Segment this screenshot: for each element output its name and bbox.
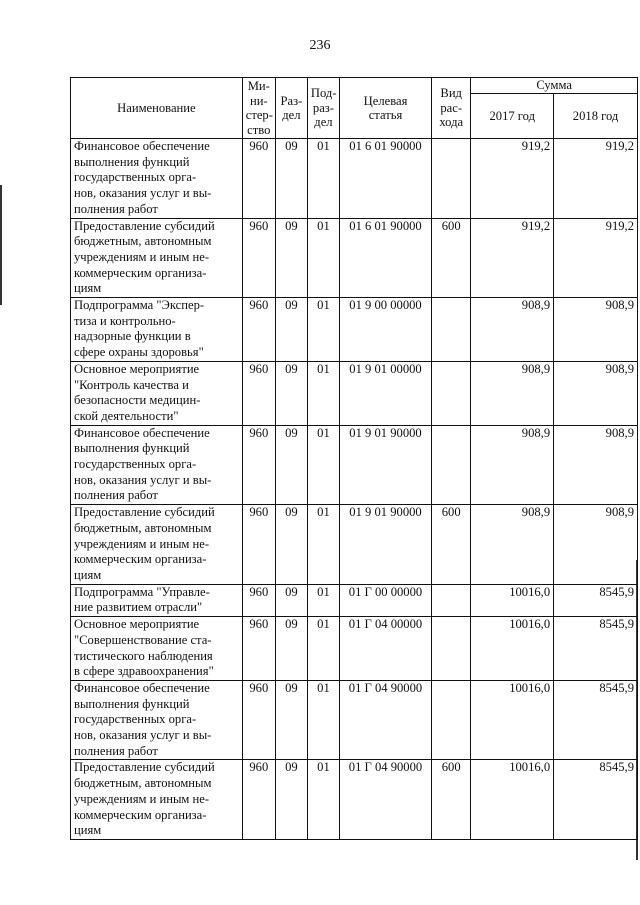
row-target: 01 9 00 00000 bbox=[339, 298, 431, 362]
row-2018: 8545,9 bbox=[554, 760, 638, 840]
row-name: Финансовое обеспечение выполнения функций государственных орга- нов, оказания услуг и вы- полнения работ bbox=[71, 139, 243, 219]
row-name: Финансовое обеспечение выполнения функций государственных орга- нов, оказания услуг и вы- полнения работ bbox=[71, 680, 243, 760]
table-row bbox=[71, 760, 638, 840]
row-name: Предоставление субсидий бюджетным, автономным учреждениям и иным не- коммерческим организа- циям bbox=[71, 760, 243, 840]
row-expense bbox=[432, 584, 471, 616]
header-year-2018: 2018 год bbox=[554, 94, 638, 139]
row-2017: 908,9 bbox=[471, 505, 554, 585]
row-name: Предоставление субсидий бюджетным, автономным учреждениям и иным не- коммерческим организа- циям bbox=[71, 218, 243, 298]
budget-table bbox=[70, 77, 638, 840]
row-2017: 908,9 bbox=[471, 425, 554, 505]
header-ministry: Ми- ни- стер- ство bbox=[242, 78, 275, 139]
row-name: Основное мероприятие "Контроль качества и безопасности медицин- ской деятельности" bbox=[71, 361, 243, 425]
row-name: Подпрограмма "Управле- ние развитием отрасли" bbox=[71, 584, 243, 616]
row-expense: 600 bbox=[432, 505, 471, 585]
header-name: Наименование bbox=[71, 78, 243, 139]
header-subsection: Под- раз- дел bbox=[307, 78, 339, 139]
row-expense bbox=[432, 617, 471, 681]
row-name: Подпрограмма "Экспер- тиза и контрольно- надзорные функции в сфере охраны здоровья" bbox=[71, 298, 243, 362]
page-number: 236 bbox=[309, 38, 331, 53]
row-section: 09 bbox=[275, 139, 307, 219]
row-target: 01 6 01 90000 bbox=[339, 139, 431, 219]
row-expense bbox=[432, 680, 471, 760]
row-subsection: 01 bbox=[307, 139, 339, 219]
row-subsection: 01 bbox=[307, 760, 339, 840]
row-expense bbox=[432, 361, 471, 425]
row-expense bbox=[432, 298, 471, 362]
row-section: 09 bbox=[275, 760, 307, 840]
row-ministry: 960 bbox=[242, 680, 275, 760]
header-year-2017: 2017 год bbox=[471, 94, 554, 139]
row-2018: 919,2 bbox=[554, 218, 638, 298]
row-section: 09 bbox=[275, 361, 307, 425]
row-subsection: 01 bbox=[307, 361, 339, 425]
table-row bbox=[71, 505, 638, 585]
row-ministry: 960 bbox=[242, 298, 275, 362]
row-target: 01 Г 04 90000 bbox=[339, 760, 431, 840]
header-section: Раз- дел bbox=[275, 78, 307, 139]
row-2018: 908,9 bbox=[554, 425, 638, 505]
row-name: Основное мероприятие "Совершенствование ста- тистического наблюдения в сфере здравоохранения" bbox=[71, 617, 243, 681]
row-section: 09 bbox=[275, 505, 307, 585]
row-ministry: 960 bbox=[242, 760, 275, 840]
row-ministry: 960 bbox=[242, 139, 275, 219]
row-target: 01 9 01 00000 bbox=[339, 361, 431, 425]
row-2018: 8545,9 bbox=[554, 584, 638, 616]
row-name: Предоставление субсидий бюджетным, автономным учреждениям и иным не- коммерческим организа- циям bbox=[71, 505, 243, 585]
row-subsection: 01 bbox=[307, 505, 339, 585]
scan-edge-mark bbox=[0, 185, 2, 305]
row-ministry: 960 bbox=[242, 425, 275, 505]
header-target: Целевая статья bbox=[339, 78, 431, 139]
row-target: 01 Г 04 00000 bbox=[339, 617, 431, 681]
row-section: 09 bbox=[275, 617, 307, 681]
row-ministry: 960 bbox=[242, 617, 275, 681]
row-ministry: 960 bbox=[242, 505, 275, 585]
row-name: Финансовое обеспечение выполнения функций государственных орга- нов, оказания услуг и вы- полнения работ bbox=[71, 425, 243, 505]
row-2017: 908,9 bbox=[471, 361, 554, 425]
row-expense bbox=[432, 139, 471, 219]
table-row bbox=[71, 584, 638, 616]
row-expense: 600 bbox=[432, 760, 471, 840]
row-2017: 919,2 bbox=[471, 139, 554, 219]
row-ministry: 960 bbox=[242, 361, 275, 425]
row-target: 01 9 01 90000 bbox=[339, 425, 431, 505]
row-subsection: 01 bbox=[307, 680, 339, 760]
row-2017: 919,2 bbox=[471, 218, 554, 298]
row-2017: 10016,0 bbox=[471, 760, 554, 840]
row-ministry: 960 bbox=[242, 218, 275, 298]
header-row bbox=[71, 78, 638, 94]
table-row bbox=[71, 218, 638, 298]
row-subsection: 01 bbox=[307, 218, 339, 298]
table-row bbox=[71, 617, 638, 681]
row-target: 01 9 01 90000 bbox=[339, 505, 431, 585]
row-target: 01 6 01 90000 bbox=[339, 218, 431, 298]
row-2017: 10016,0 bbox=[471, 617, 554, 681]
row-2018: 908,9 bbox=[554, 298, 638, 362]
header-sum: Сумма bbox=[471, 78, 638, 94]
row-subsection: 01 bbox=[307, 617, 339, 681]
row-expense bbox=[432, 425, 471, 505]
row-section: 09 bbox=[275, 218, 307, 298]
table-row bbox=[71, 425, 638, 505]
row-subsection: 01 bbox=[307, 298, 339, 362]
table-row bbox=[71, 298, 638, 362]
row-expense: 600 bbox=[432, 218, 471, 298]
row-subsection: 01 bbox=[307, 584, 339, 616]
row-2018: 919,2 bbox=[554, 139, 638, 219]
row-2017: 908,9 bbox=[471, 298, 554, 362]
table-row bbox=[71, 680, 638, 760]
row-2018: 8545,9 bbox=[554, 617, 638, 681]
table-row bbox=[71, 139, 638, 219]
table-row bbox=[71, 361, 638, 425]
row-subsection: 01 bbox=[307, 425, 339, 505]
row-2017: 10016,0 bbox=[471, 680, 554, 760]
row-2017: 10016,0 bbox=[471, 584, 554, 616]
row-target: 01 Г 00 00000 bbox=[339, 584, 431, 616]
row-section: 09 bbox=[275, 680, 307, 760]
row-2018: 8545,9 bbox=[554, 680, 638, 760]
row-target: 01 Г 04 90000 bbox=[339, 680, 431, 760]
row-2018: 908,9 bbox=[554, 505, 638, 585]
header-expense: Вид рас- хода bbox=[432, 78, 471, 139]
row-ministry: 960 bbox=[242, 584, 275, 616]
row-section: 09 bbox=[275, 425, 307, 505]
row-section: 09 bbox=[275, 298, 307, 362]
row-section: 09 bbox=[275, 584, 307, 616]
row-2018: 908,9 bbox=[554, 361, 638, 425]
